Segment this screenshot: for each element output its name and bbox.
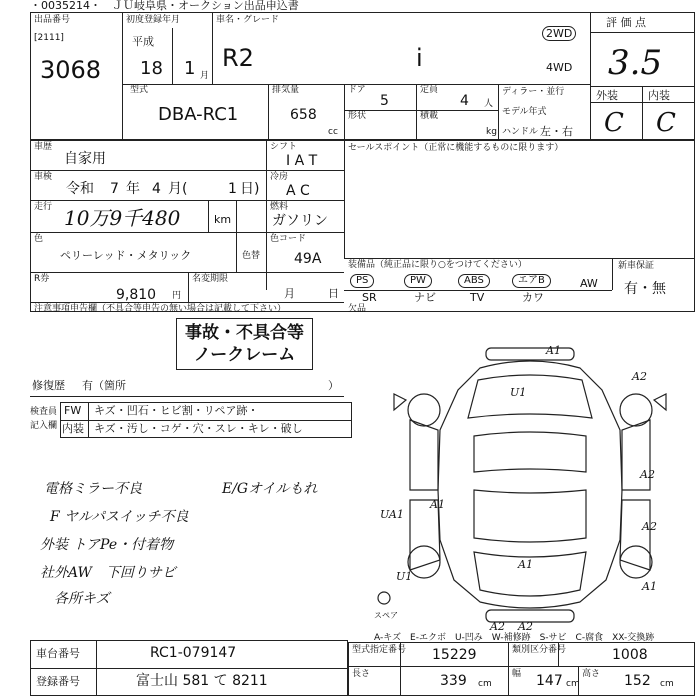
- handle-label: ハンドル: [502, 127, 539, 137]
- exterior-grade: C: [604, 108, 624, 138]
- drive-2wd: 2WD: [542, 26, 576, 41]
- equip-tv: TV: [470, 291, 485, 304]
- equip-navi: ナビ: [414, 291, 436, 304]
- inspector-row2-items: キズ・汚し・コゲ・穴・スレ・キレ・破し: [94, 422, 303, 435]
- equip-sr: SR: [362, 291, 377, 304]
- capacity-unit: 人: [484, 99, 494, 109]
- sales-point-label: セールスポイント（正常に機能するものに限ります）: [348, 143, 564, 153]
- dealer-label: ディラー・並行: [502, 87, 565, 97]
- form-label: 型式指定番号: [352, 645, 407, 655]
- inspection-month-suffix: 月(: [168, 181, 188, 197]
- interior-label: 内装: [648, 89, 670, 102]
- color-value: ペリーレッド・メタリック: [60, 249, 192, 262]
- damage-mark-5: A2: [642, 520, 657, 533]
- car-name-label: 車名・グレード: [216, 15, 280, 25]
- color-code-value: 49A: [294, 251, 322, 267]
- equip-airbag: エアB: [512, 274, 551, 288]
- load-unit: kg: [486, 127, 497, 137]
- inspection-year-suffix: 年: [126, 181, 140, 197]
- inspection-month: 4: [152, 181, 161, 197]
- rating-label: 評 価 点: [606, 16, 646, 29]
- damage-mark-4: A2: [632, 370, 647, 383]
- equip-aw: AW: [580, 277, 598, 290]
- car-name: R2: [222, 44, 254, 72]
- shape-label: 形状: [348, 111, 367, 121]
- handwritten-line-3: 外装 トアPe・付着物: [40, 537, 174, 553]
- ac-value: A C: [286, 183, 310, 199]
- color-change-label: 色替: [242, 251, 261, 261]
- damage-mark-3: A2: [640, 468, 655, 481]
- damage-mark-12: A1: [642, 580, 657, 593]
- height-label: 高さ: [582, 669, 601, 679]
- height-value: 152: [624, 673, 651, 689]
- inspection-day-suffix: 日): [240, 181, 260, 197]
- inspector-label-bottom: 記入欄: [30, 421, 58, 431]
- tax-value: 9,810: [116, 287, 157, 303]
- damage-mark-1: A1: [546, 344, 561, 357]
- capacity-value: 4: [460, 93, 469, 109]
- name-change-month: 月: [284, 287, 295, 300]
- vin-label: 車台番号: [36, 647, 80, 660]
- model-value: DBA-RC1: [158, 104, 239, 125]
- lot-sub: [2111]: [34, 33, 64, 43]
- interior-grade: C: [656, 108, 676, 138]
- equip-ps: PS: [350, 274, 374, 288]
- equip-pw: PW: [404, 274, 432, 288]
- equipment-label: 装備品（純正品に限り○をつけてください）: [348, 260, 527, 270]
- drive-4wd: 4WD: [546, 61, 573, 74]
- height-unit: cm: [660, 679, 674, 689]
- inspection-label: 車検: [34, 172, 53, 182]
- tax-label: R券: [34, 274, 50, 284]
- notes-label: 注意事項申告欄（不具合等申告の無い場合は記載して下さい）: [34, 304, 287, 314]
- doors-value: 5: [380, 93, 389, 109]
- mileage-unit: km: [214, 213, 232, 226]
- damage-mark-11: A2: [518, 620, 533, 633]
- inspection-era: 令和: [66, 181, 94, 197]
- category-number: 1008: [612, 647, 648, 663]
- model-year-label: モデル年式: [502, 107, 547, 117]
- stamp-line-2: ノークレーム: [193, 345, 296, 366]
- handwritten-line-4: 社外AW 下回りサビ: [40, 565, 176, 581]
- damage-mark-2: U1: [510, 386, 527, 399]
- stamp-line-1: 事故・不具合等: [185, 323, 304, 343]
- handwritten-line-2: F ヤルパスイッチ不良: [50, 509, 189, 525]
- inspection-year: 7: [110, 181, 119, 197]
- handwritten-line-1: 電格ミラー不良: [44, 481, 142, 497]
- name-change-day: 日: [328, 287, 339, 300]
- form-title: ・0035214・ ＪＵ岐阜県・オークション出品申込書: [30, 0, 299, 12]
- name-change-label: 名変期限: [192, 274, 229, 284]
- damage-mark-10: A2: [490, 620, 505, 633]
- repair-label: 修復歴: [32, 379, 65, 392]
- missing-label: 欠品: [348, 304, 367, 314]
- width-label: 幅: [512, 669, 522, 679]
- length-value: 339: [440, 673, 467, 689]
- damage-mark-8: A1: [518, 558, 533, 571]
- inspector-row1-items: キズ・凹石・ヒビ割・リペア跡・: [94, 404, 259, 417]
- plate-label: 登録番号: [36, 675, 80, 688]
- plate-value: 富士山 581 て 8211: [136, 673, 268, 689]
- ac-label: 冷房: [270, 172, 289, 182]
- registration-month: 1: [184, 58, 196, 79]
- handwritten-line-5: 各所キズ: [54, 591, 110, 607]
- model-label: 型式: [130, 85, 149, 95]
- tax-unit: 円: [172, 291, 182, 301]
- spare-label: スペア: [374, 611, 398, 620]
- registration-label: 初度登録年月: [126, 15, 181, 25]
- usage-label: 車歴: [34, 142, 53, 152]
- lot-label: 出品番号: [34, 15, 71, 25]
- displacement-value: 658: [290, 107, 317, 123]
- inspector-row2-cat: 内装: [62, 422, 84, 435]
- exterior-label: 外装: [596, 89, 618, 102]
- equip-abs: ABS: [458, 274, 490, 288]
- equip-leather: カワ: [522, 291, 544, 304]
- repair-value-end: ）: [328, 379, 339, 392]
- new-car-warranty-value: 有・無: [624, 281, 666, 297]
- width-value: 147: [536, 673, 563, 689]
- usage-value: 自家用: [64, 151, 106, 167]
- length-unit: cm: [478, 679, 492, 689]
- color-label: 色: [34, 234, 44, 244]
- vin-value: RC1-079147: [150, 645, 237, 661]
- fuel-value: ガソリン: [272, 213, 328, 229]
- lot-number: 3068: [40, 56, 102, 84]
- load-label: 積載: [420, 111, 439, 121]
- registration-year: 18: [140, 58, 163, 79]
- no-claim-stamp: [176, 318, 313, 370]
- rating-score: 3.5: [608, 43, 663, 83]
- registration-era: 平成: [132, 35, 154, 48]
- displacement-label: 排気量: [272, 85, 300, 95]
- displacement-unit: cc: [328, 127, 338, 137]
- repair-value: 有（箇所: [82, 379, 126, 392]
- fuel-label: 燃料: [270, 202, 289, 212]
- inspector-row1-cat: FW: [64, 404, 82, 417]
- car-damage-diagram: [370, 340, 690, 635]
- registration-month-suffix: 月: [200, 71, 210, 81]
- color-code-label: 色コード: [270, 234, 307, 244]
- legend-text: A-キズ E-エクボ U-凹み W-補修跡 S-サビ C-腐食 XX-交換跡: [374, 633, 655, 643]
- car-grade: i: [416, 44, 423, 72]
- handle-value: 左・右: [540, 125, 573, 138]
- inspector-label-top: 検査員: [30, 407, 58, 417]
- category-label: 類別区分番号: [512, 645, 567, 655]
- length-label: 長さ: [352, 669, 371, 679]
- doors-label: ドア: [348, 85, 366, 95]
- inspection-day: 1: [228, 181, 237, 197]
- shift-label: シフト: [270, 142, 298, 152]
- new-car-warranty-label: 新車保証: [618, 261, 655, 271]
- damage-mark-6: UA1: [380, 508, 404, 521]
- capacity-label: 定員: [420, 85, 439, 95]
- width-unit: cm: [566, 679, 580, 689]
- shift-value: I A T: [286, 153, 318, 169]
- mileage-label: 走行: [34, 202, 53, 212]
- handwritten-note-right: E/Gオイルもれ: [222, 481, 318, 497]
- damage-mark-9: U1: [396, 570, 413, 583]
- mileage-value: 10万9千480: [64, 206, 181, 230]
- damage-mark-7: A1: [430, 498, 445, 511]
- form-number: 15229: [432, 647, 477, 663]
